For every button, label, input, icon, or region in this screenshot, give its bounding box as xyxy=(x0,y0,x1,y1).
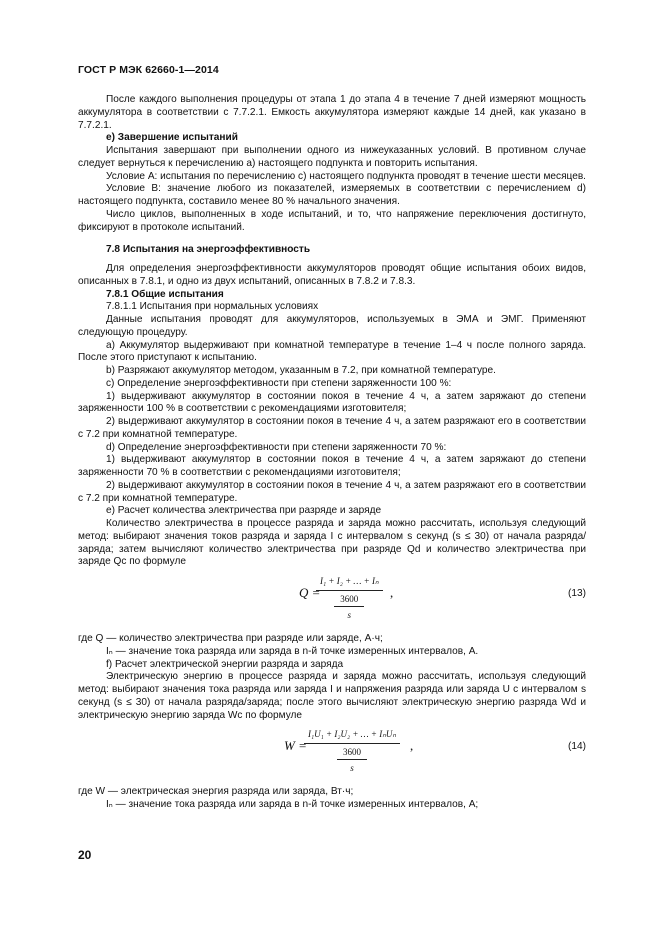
formula-14-denominator: 3600 xyxy=(337,744,367,760)
list-item: 2) выдерживают аккумулятор в состоянии покоя в течение 4 ч, а затем разряжают его в соответствии с 7.2 при комнатной температуре. xyxy=(78,416,586,440)
formula-13-fraction xyxy=(316,575,383,621)
definition-line: где Q — количество электричества при разряде или заряде, А·ч; xyxy=(78,633,383,644)
formula-13-denominator-var: s xyxy=(347,609,352,620)
formula-14 xyxy=(78,728,586,778)
formula-14-fraction xyxy=(304,728,400,774)
section-heading-7-8: 7.8 Испытания на энергоэффективность xyxy=(106,244,311,256)
subsection-heading-7-8-1: 7.8.1 Общие испытания xyxy=(106,288,224,300)
formula-13-punct: , xyxy=(390,585,394,600)
paragraph: Электрическую энергию в процессе разряда и заряда можно рассчитать, используя следующий метод: выбирают значения тока разряда или заряда I и напряжения разряда или заряда U с интервалом s секунд (s ≤ 30) от начала разряда/заряда; после этого вычисляют электрическую энергию разряда Wd и электрическую энергию заряда Wc по формуле xyxy=(78,671,586,721)
list-item: f) Расчет электрической энергии разряда и заряда xyxy=(106,658,344,670)
list-item: с) Определение энергоэффективности при степени заряженности 100 %: xyxy=(106,377,452,389)
list-item: 2) выдерживают аккумулятор в состоянии покоя в течение 4 ч, а затем разряжают его в соответствии с 7.2 при комнатной температуре. xyxy=(78,479,586,504)
paragraph: Данные испытания проводят для аккумуляторов, используемых в ЭМА и ЭМГ. Применяют следующую процедуру. xyxy=(78,314,586,338)
definition-line: Iₙ — значение тока разряда или заряда в n-й точке измеренных интервалов, А. xyxy=(106,645,479,657)
formula-14-lhs: W = xyxy=(284,738,307,754)
paragraph: После каждого выполнения процедуры от этапа 1 до этапа 4 в течение 7 дней измеряют мощность аккумулятора в соответствии с 7.7.2.1. Емкость аккумулятора измеряют каждые 14 дней, как указано в 7.7.2.1. xyxy=(78,94,586,131)
paragraph: Испытания завершают при выполнении одного из нижеуказанных условий. В противном случае следует вернуться к перечислению а) настоящего подпункта и повторить испытания. xyxy=(78,145,586,169)
page-body xyxy=(78,94,586,812)
formula-13-lhs: Q = xyxy=(299,585,321,600)
formula-13 xyxy=(78,575,586,625)
paragraph: Условие А: испытания по перечислению с) настоящего подпункта проводят в течение шести месяцев. xyxy=(106,170,586,182)
formula-13-number: (13) xyxy=(568,588,586,599)
formula-13-numerator: I₁ + I₂ + … + Iₙ xyxy=(316,575,383,591)
list-item: d) Определение энергоэффективности при степени заряженности 70 %: xyxy=(106,441,447,453)
paragraph: Количество электричества в процессе разряда и заряда можно рассчитать, используя следующий метод: выбирают значения токов разряда и заряда I с интервалом s секунд (s ≤ 30) от начала разряда/заряда; затем вычисляют количество электричества при разряде Qd и количество электричества при заряде Qc по формуле xyxy=(78,518,586,568)
formula-14-numerator: I₁U₁ + I₂U₂ + … + IₙUₙ xyxy=(304,728,400,744)
paragraph: Для определения энергоэффективности аккумуляторов проводят общие испытания обоих видов, описанных в 7.8.1, и одно из двух испытаний, описанных в 7.8.2 и 7.8.3. xyxy=(78,263,586,287)
formula-14-denominator-var: s xyxy=(350,762,354,773)
list-item: е) Расчет количества электричества при разряде и заряде xyxy=(106,505,382,517)
definition-line: Iₙ — значение тока разряда или заряда в n-й точке измеренных интервалов, А; xyxy=(106,799,479,810)
subsection-heading-7-8-1-1: 7.8.1.1 Испытания при нормальных условиях xyxy=(106,301,319,313)
subheading-e-completion: е) Завершение испытаний xyxy=(106,132,238,144)
list-item: b) Разряжают аккумулятор методом, указанным в 7.2, при комнатной температуре. xyxy=(106,365,496,376)
list-item: а) Аккумулятор выдерживают при комнатной температуре в течение 1–4 ч после полного заряда. После этого приступают к испытанию. xyxy=(78,339,586,364)
paragraph: Число циклов, выполненных в ходе испытаний, и то, что напряжение переключения достигнуто, фиксируют в протоколе испытаний. xyxy=(78,208,586,233)
formula-14-punct: , xyxy=(410,738,414,754)
definition-line: где W — электрическая энергия разряда или заряда, Вт·ч; xyxy=(78,786,354,798)
formula-13-denominator: 3600 xyxy=(334,591,364,607)
list-item: 1) выдерживают аккумулятор в состоянии покоя в течение 4 ч, а затем заряжают до степени заряженности 100 % в соответствии с рекомендациями изготовителя; xyxy=(78,390,586,415)
paragraph: Условие В: значение любого из показателей, измеряемых в соответствии с перечислением d) настоящего подпункта, составило менее 80 % начального значения. xyxy=(78,183,586,207)
page-number: 20 xyxy=(78,848,92,862)
document-header: ГОСТ Р МЭК 62660-1—2014 xyxy=(78,64,219,76)
list-item: 1) выдерживают аккумулятор в состоянии покоя в течение 4 ч, а затем заряжают до степени заряженности 70 % в соответствии с рекомендациями изготовителя; xyxy=(78,454,586,478)
formula-14-number: (14) xyxy=(568,741,586,753)
